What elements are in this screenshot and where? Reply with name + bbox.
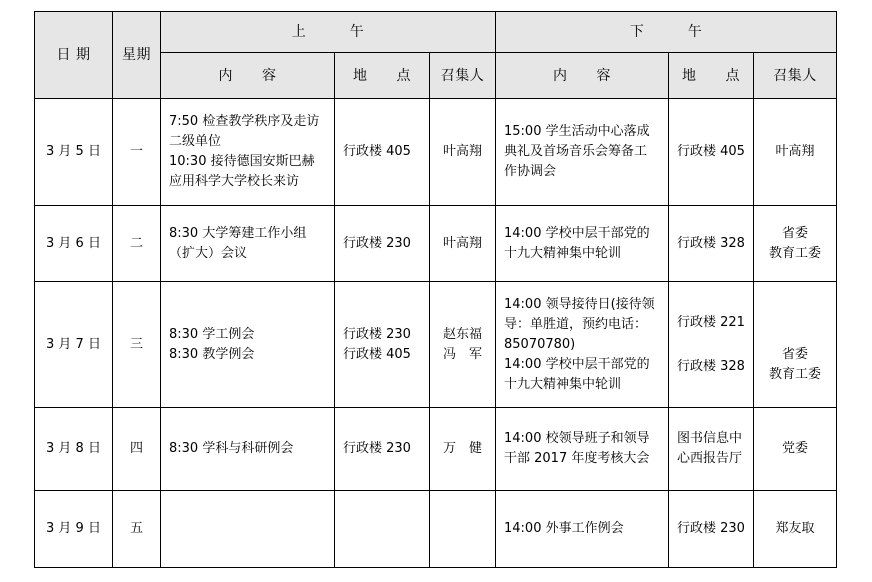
header-am-content: 内 容 <box>161 53 335 99</box>
header-am-convener: 召集人 <box>430 53 496 99</box>
pm-convener-cell-line: 省委 <box>781 346 808 362</box>
am-convener-cell-line: 万 健 <box>442 441 482 456</box>
am-content-cell <box>161 491 335 568</box>
pm-location-cell <box>669 282 754 408</box>
pm-convener-cell <box>754 206 837 282</box>
am-location-cell-line: 行政楼 230 <box>343 441 411 456</box>
am-content-cell-line: 8:30 学工例会 <box>169 326 255 342</box>
am-content-cell <box>161 408 335 491</box>
weekday-cell: 一 <box>113 99 161 206</box>
am-location-cell <box>335 206 430 282</box>
date-cell: 3 月 9 日 <box>35 491 113 568</box>
header-pm-location: 地 点 <box>669 53 754 99</box>
am-location-cell <box>335 99 430 206</box>
pm-location-cell-line: 行政楼 405 <box>677 144 745 159</box>
pm-content-cell-line: 导：单胜道，预约电话： <box>504 316 648 332</box>
pm-content-cell-line: 14:00 外事工作例会 <box>504 521 624 536</box>
am-convener-cell <box>430 99 496 206</box>
pm-location-cell-line: 行政楼 221 <box>677 314 745 330</box>
weekday-cell: 五 <box>113 491 161 568</box>
pm-content-cell <box>496 282 669 408</box>
pm-content-cell <box>496 206 669 282</box>
am-location-cell <box>335 282 430 408</box>
pm-location-cell-line: 图书信息中 <box>677 431 743 446</box>
am-location-cell <box>335 491 430 568</box>
am-location-cell-line: 行政楼 230 <box>343 235 411 251</box>
am-convener-cell <box>430 408 496 491</box>
table-row <box>35 99 837 206</box>
pm-location-cell-line: 行政楼 230 <box>677 521 745 536</box>
am-content-cell-line: 7:50 检查教学秩序及走访 <box>169 114 320 129</box>
schedule-table <box>34 11 837 568</box>
pm-content-cell-line: 十九大精神集中轮训 <box>504 245 622 261</box>
am-content-cell-line: （扩大）会议 <box>169 245 248 261</box>
header-date: 日 期 <box>35 12 113 99</box>
am-convener-cell-line: 冯 军 <box>442 346 482 362</box>
weekday-cell: 二 <box>113 206 161 282</box>
pm-content-cell <box>496 491 669 568</box>
am-convener-cell <box>430 282 496 408</box>
header-row-top <box>35 12 837 53</box>
pm-location-cell <box>669 491 754 568</box>
am-convener-cell <box>430 491 496 568</box>
am-content-cell-line: 二级单位 <box>169 134 222 149</box>
am-content-cell-line: 应用科学大学校长来访 <box>169 174 300 189</box>
am-location-cell-line: 行政楼 405 <box>343 346 411 362</box>
pm-content-cell-line: 14:00 学校中层干部党的 <box>504 225 650 241</box>
am-content-cell-line: 8:30 教学例会 <box>169 346 255 362</box>
am-location-cell-line: 行政楼 405 <box>343 144 411 159</box>
header-afternoon: 下 午 <box>496 12 837 53</box>
am-content-cell-line: 8:30 学科与科研例会 <box>169 441 294 456</box>
header-pm-content: 内 容 <box>496 53 669 99</box>
pm-content-cell-line: 15:00 学生活动中心落成 <box>504 124 650 139</box>
am-convener-cell-line: 叶高翔 <box>442 144 482 159</box>
am-location-cell-line: 行政楼 230 <box>343 326 411 342</box>
pm-convener-cell <box>754 282 837 408</box>
pm-content-cell-line: 作协调会 <box>504 164 557 179</box>
am-location-cell <box>335 408 430 491</box>
date-cell: 3 月 8 日 <box>35 408 113 491</box>
pm-content-cell-line: 14:00 校领导班子和领导 <box>504 431 650 446</box>
header-pm-convener: 召集人 <box>754 53 837 99</box>
table-row <box>35 408 837 491</box>
am-content-cell <box>161 206 335 282</box>
am-content-cell <box>161 99 335 206</box>
am-convener-cell-line: 赵东福 <box>442 326 482 342</box>
pm-content-cell <box>496 99 669 206</box>
pm-convener-cell <box>754 99 837 206</box>
header-morning: 上 午 <box>161 12 496 53</box>
pm-location-cell-line: 行政楼 328 <box>677 358 745 374</box>
pm-location-cell <box>669 99 754 206</box>
pm-convener-cell-line: 省委 <box>781 225 808 241</box>
pm-convener-cell <box>754 491 837 568</box>
date-cell: 3 月 7 日 <box>35 282 113 408</box>
header-am-location: 地 点 <box>335 53 430 99</box>
pm-location-cell <box>669 408 754 491</box>
pm-convener-cell-line: 郑友取 <box>775 521 815 536</box>
pm-content-cell-line: 干部 2017 年度考核大会 <box>504 451 650 466</box>
schedule-body <box>35 99 837 568</box>
table-row <box>35 491 837 568</box>
spacer <box>677 333 749 357</box>
table-row <box>35 282 837 408</box>
pm-convener-cell-line: 教育工委 <box>768 366 821 382</box>
am-content-cell <box>161 282 335 408</box>
pm-content-cell-line: 典礼及首场音乐会筹备工 <box>504 144 648 159</box>
pm-location-cell-line: 行政楼 328 <box>677 235 745 251</box>
pm-convener-cell <box>754 408 837 491</box>
table-row <box>35 206 837 282</box>
pm-content-cell-line: 十九大精神集中轮训 <box>504 376 622 392</box>
pm-content-cell <box>496 408 669 491</box>
pm-location-cell-line: 心西报告厅 <box>677 451 743 466</box>
pm-content-cell-line: 85070780) <box>504 336 576 352</box>
am-convener-cell-line: 叶高翔 <box>442 235 482 251</box>
pm-convener-cell-line: 叶高翔 <box>775 144 815 159</box>
pm-content-cell-line: 14:00 领导接待日(接待领 <box>504 296 655 312</box>
weekday-cell: 四 <box>113 408 161 491</box>
am-content-cell-line: 8:30 大学筹建工作小组 <box>169 225 307 241</box>
pm-convener-cell-line: 教育工委 <box>768 245 821 261</box>
pm-content-cell-line: 14:00 学校中层干部党的 <box>504 356 650 372</box>
date-cell: 3 月 5 日 <box>35 99 113 206</box>
am-content-cell-line: 10:30 接待德国安斯巴赫 <box>169 154 315 169</box>
date-cell: 3 月 6 日 <box>35 206 113 282</box>
weekday-cell: 三 <box>113 282 161 408</box>
am-convener-cell <box>430 206 496 282</box>
pm-convener-cell-line: 党委 <box>781 441 808 456</box>
pm-location-cell <box>669 206 754 282</box>
header-weekday: 星期 <box>113 12 161 99</box>
